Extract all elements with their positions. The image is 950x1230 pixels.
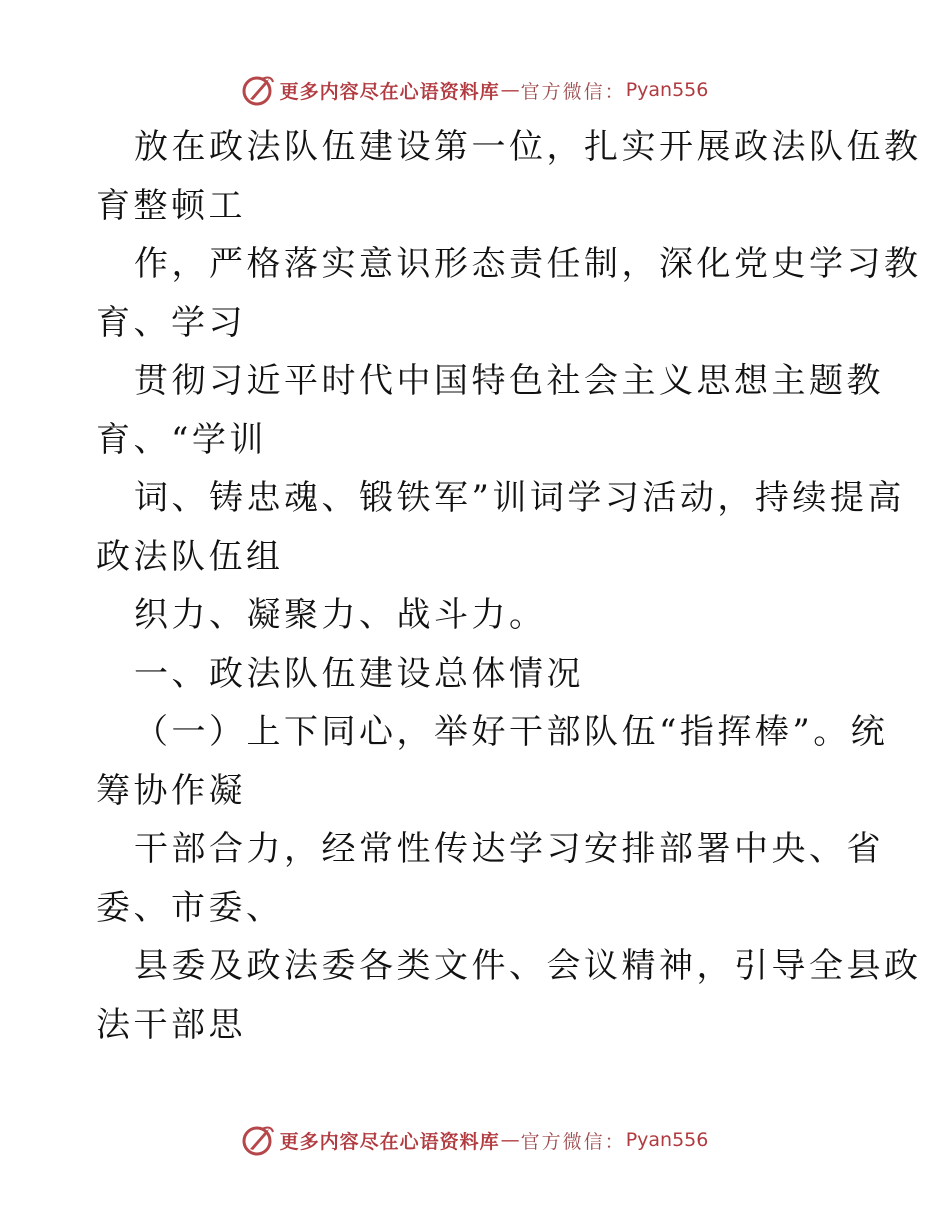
- watermark-wechat-id: Pyan556: [625, 1129, 709, 1151]
- watermark-main-text: 更多内容尽在心语资料库: [279, 80, 500, 103]
- text-line: 贯彻习近平时代中国特色社会主义思想主题教: [134, 361, 884, 401]
- text-line: 政法队伍组: [96, 536, 284, 577]
- text-line: 织力、凝聚力、战斗力。: [134, 595, 547, 635]
- footer-watermark: [0, 1122, 950, 1158]
- text-line: 育、学习: [96, 302, 246, 343]
- header-watermark: [0, 72, 950, 108]
- text-line: 词、铸忠魂、锻铁军”训词学习活动，持续提高: [134, 478, 905, 518]
- watermark-separator: —: [500, 79, 520, 101]
- text-line: 育整顿工: [96, 185, 246, 226]
- text-line: 放在政法队伍建设第一位，扎实开展政法队伍教: [134, 127, 922, 167]
- document-body: [96, 118, 922, 1054]
- watermark-sub-text: 官方微信：: [520, 80, 626, 103]
- pen-logo-icon: [242, 1123, 276, 1157]
- text-line: 法干部思: [96, 1004, 246, 1045]
- text-line: 委、市委、: [96, 887, 284, 928]
- pen-logo-icon: [242, 73, 276, 107]
- watermark-separator: —: [500, 1129, 520, 1151]
- text-line: 作，严格落实意识形态责任制，深化党史学习教: [134, 244, 922, 284]
- section-heading: 一、政法队伍建设总体情况: [134, 653, 584, 694]
- watermark-main-text: 更多内容尽在心语资料库: [279, 1130, 500, 1153]
- watermark-wechat-id: Pyan556: [625, 79, 709, 101]
- text-line: （一）上下同心，举好干部队伍“指挥棒”。统: [134, 712, 889, 752]
- watermark-sub-text: 官方微信：: [520, 1130, 626, 1153]
- text-line: 筹协作凝: [96, 770, 246, 811]
- text-line: 育、“学训: [96, 419, 267, 460]
- text-line: 干部合力，经常性传达学习安排部署中央、省: [134, 829, 884, 869]
- text-line: 县委及政法委各类文件、会议精神，引导全县政: [134, 946, 922, 986]
